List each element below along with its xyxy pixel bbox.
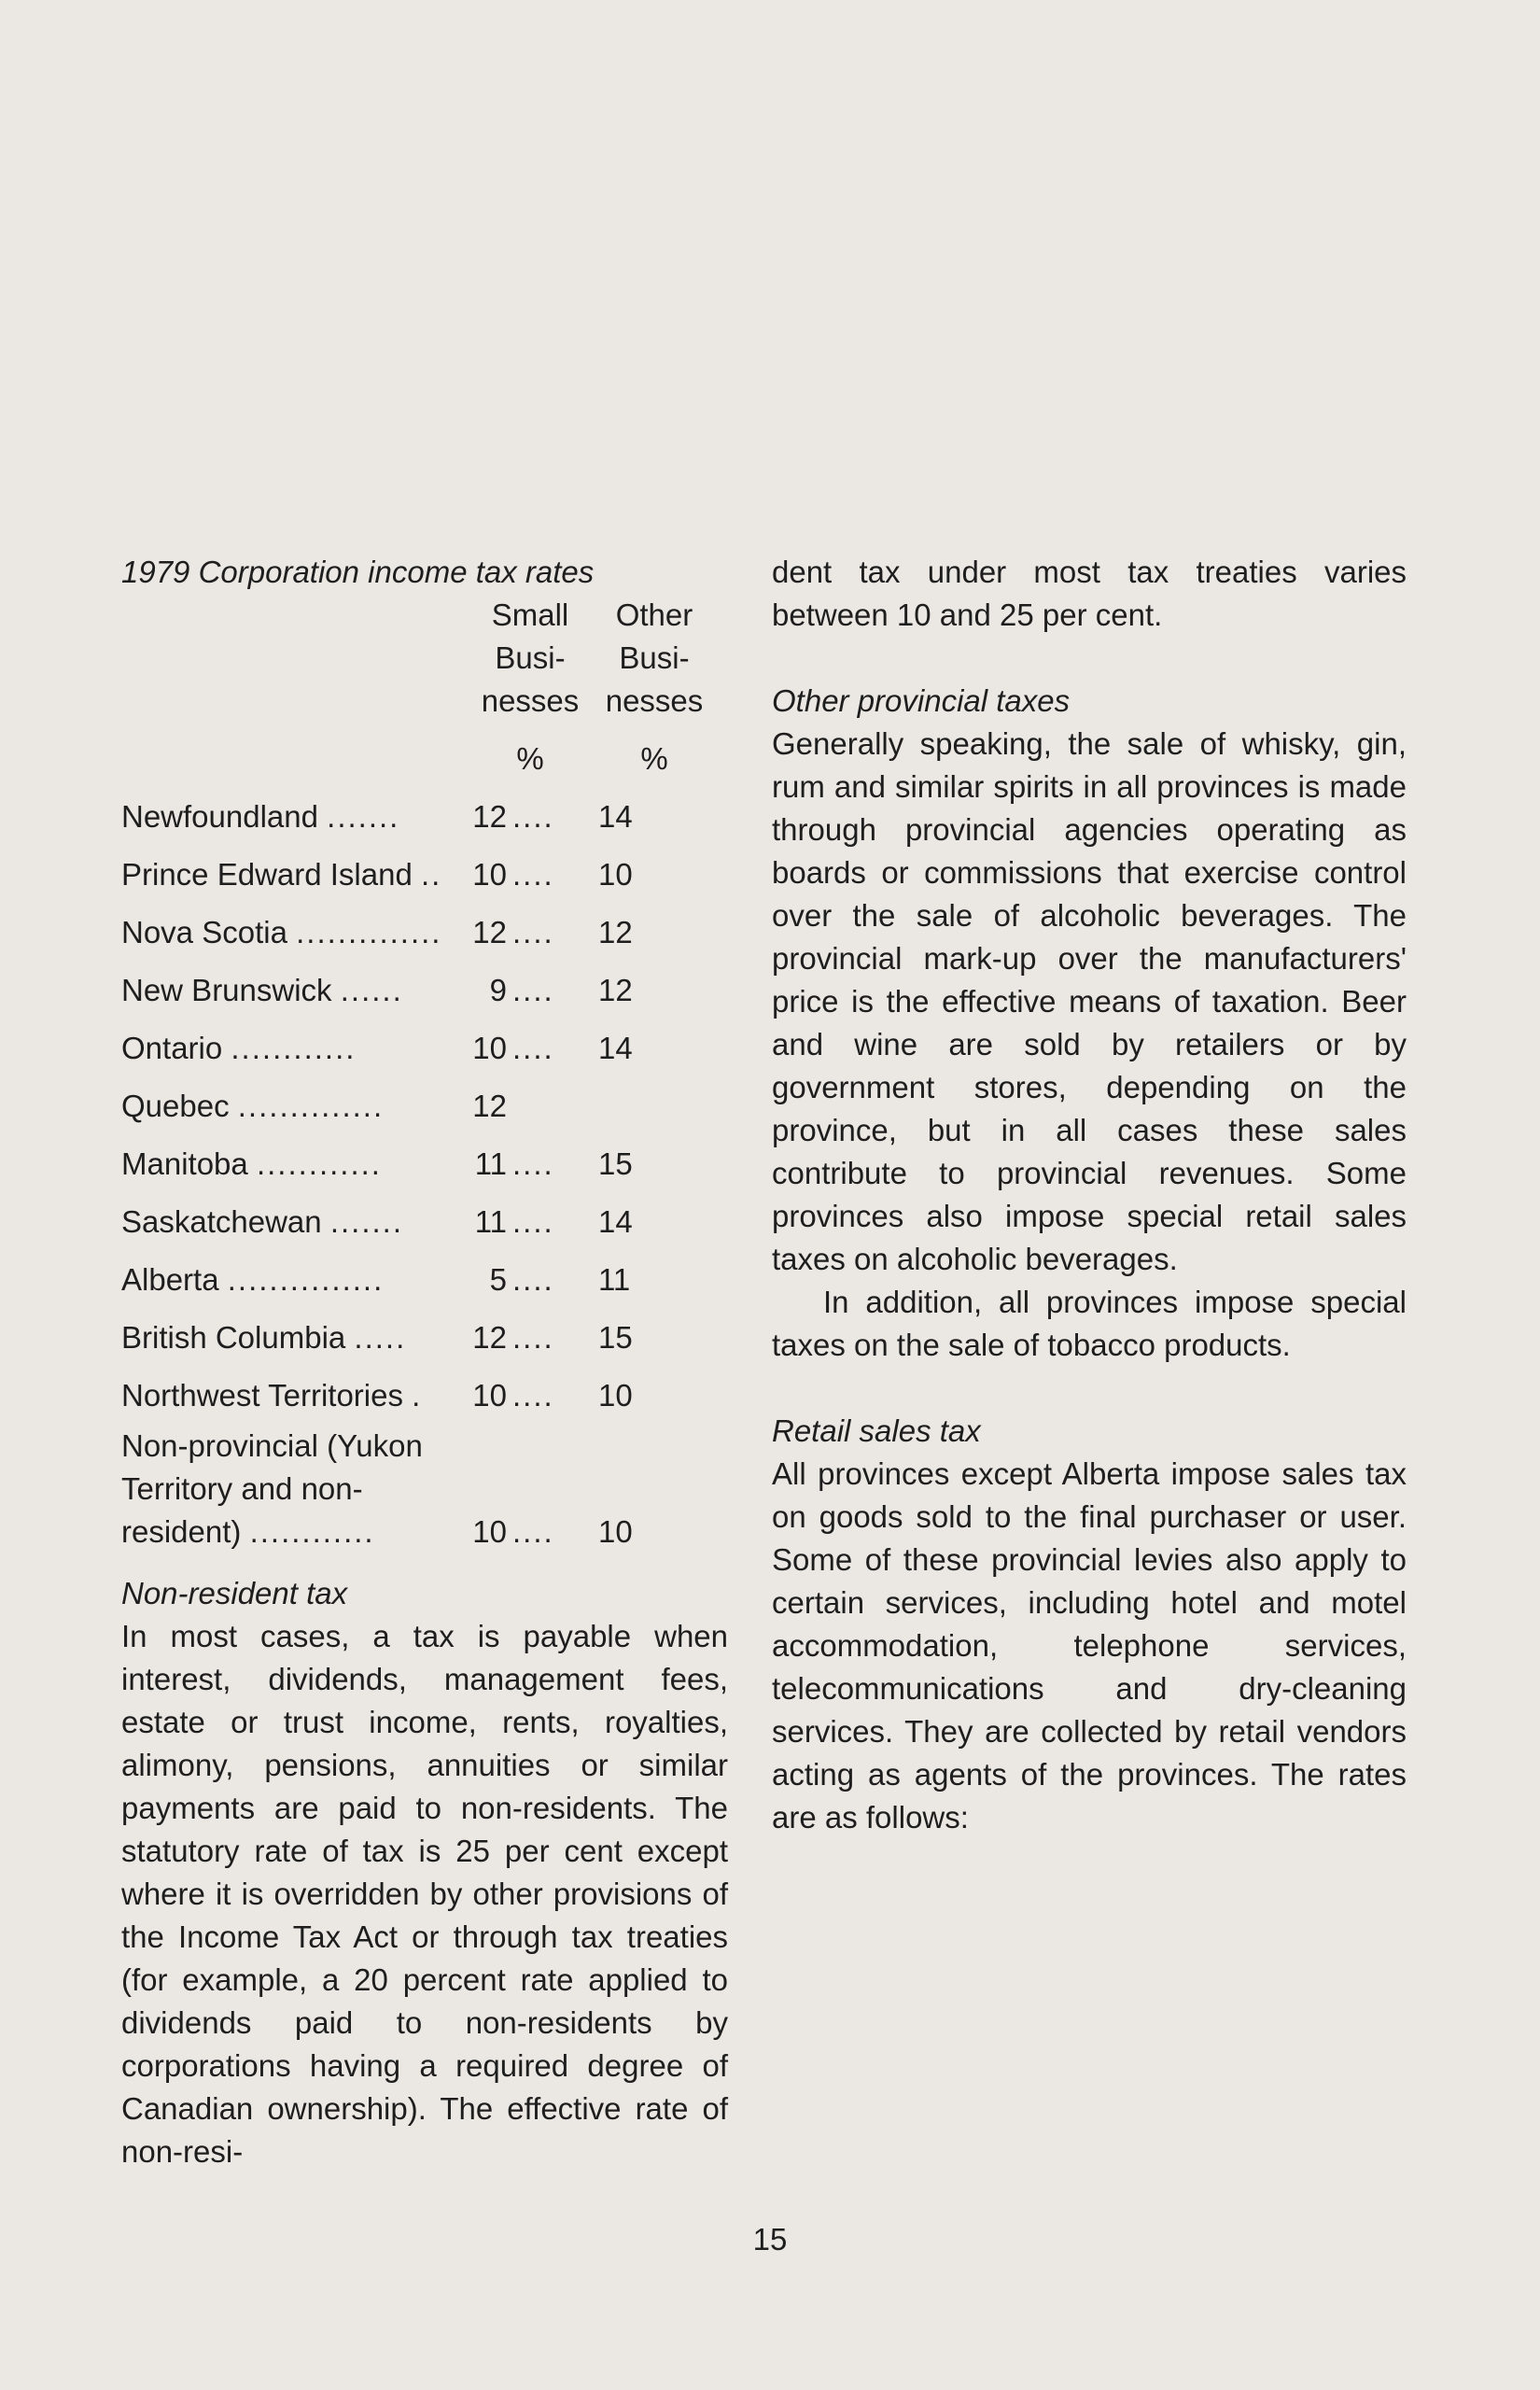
province-name: Manitoba ............: [121, 1146, 382, 1181]
other-rate: 14: [598, 1204, 633, 1239]
table-row: [121, 1012, 710, 1070]
row-dots: [507, 1070, 598, 1128]
small-rate: 11: [474, 1204, 507, 1239]
row-dots: ....: [512, 1204, 554, 1239]
other-taxes-p1: Generally speaking, the sale of whisky, gin, rum and similar spirits in all provinces is made through provincial agencies operating as boards or commissions that exercise control over the sale of alcoholic beverages. The provincial mark-up over the manufacturers' price is the effective means of taxation. Beer and wine are sold by retailers or by government stores, depending on the province, but in all cases these sales contribute to provincial revenues. Some provinces also impose special retail sales taxes on alcoholic beverages.: [772, 726, 1407, 1276]
small-rate: 12: [472, 915, 507, 949]
small-rate: 12: [472, 1089, 507, 1123]
row-dots: ....: [512, 799, 554, 834]
other-rate: 14: [598, 1031, 633, 1065]
table-row: [121, 1128, 710, 1186]
table-row: [121, 1359, 710, 1417]
table-row-nonprovincial: [121, 1417, 710, 1554]
province-name: New Brunswick ......: [121, 973, 403, 1007]
header-small-3: nesses: [481, 683, 580, 718]
other-rate: 10: [598, 857, 633, 892]
table-header-row: [121, 594, 710, 780]
other-rate: 15: [598, 1320, 633, 1355]
table-row: [121, 838, 710, 896]
small-rate: 11: [474, 1146, 507, 1181]
small-rate: 10: [472, 1031, 507, 1065]
small-rate: 12: [472, 1320, 507, 1355]
continued-text: dent tax under most tax treaties varies between 10 and 25 per cent.: [772, 555, 1407, 632]
province-name: Northwest Territories .: [121, 1378, 423, 1413]
other-rate: 10: [598, 1514, 633, 1549]
row-dots: ....: [512, 857, 554, 892]
other-rate: [598, 1070, 654, 1128]
header-small: [462, 594, 598, 780]
table-row: [121, 780, 710, 838]
row-dots: ....: [512, 1378, 554, 1413]
province-name: Alberta ...............: [121, 1262, 385, 1297]
province-name: Prince Edward Island ..: [121, 857, 442, 892]
province-name: Ontario ............: [121, 1031, 357, 1065]
retail-p1: All provinces except Alberta impose sales tax on goods sold to the final purchaser or user. Some of these provincial levies also apply to certain services, including hotel and motel accommodation, telephone services, telecommunications and dry-cleaning services. They are collected by retail vendors acting as agents of the provinces. The rates are as follows:: [772, 1456, 1407, 1835]
row-dots: ....: [512, 1514, 554, 1549]
row-dots: ....: [512, 1146, 554, 1181]
page-number: 15: [752, 2222, 788, 2256]
table-row: [121, 1186, 710, 1244]
small-rate: 12: [472, 799, 507, 834]
province-name: Newfoundland .......: [121, 799, 400, 834]
header-small-1: Small: [491, 598, 569, 632]
right-column: [772, 551, 1407, 1839]
province-name: British Columbia .....: [121, 1320, 407, 1355]
header-other-4: %: [640, 741, 668, 776]
province-name: Non-provincial (Yukon Territory and non- resident) ............: [121, 1428, 423, 1549]
table-title: 1979 Corporation income tax rates: [121, 555, 595, 589]
other-rate: 15: [598, 1146, 633, 1181]
small-rate: 10: [472, 1514, 507, 1549]
small-rate: 5: [489, 1262, 507, 1297]
table-row: [121, 954, 710, 1012]
other-rate: 11: [598, 1262, 631, 1297]
header-other: [598, 594, 710, 780]
header-small-2: Busi-: [495, 640, 566, 675]
other-rate: 12: [598, 973, 633, 1007]
province-name: Saskatchewan .......: [121, 1204, 403, 1239]
table-row: [121, 896, 710, 954]
table-row: [121, 1301, 710, 1359]
nonresident-text: In most cases, a tax is payable when interest, dividends, management fees, estate or trust income, rents, royalties, alimony, pensions, annuities or similar payments are paid to non-residents. The statutory rate of tax is 25 per cent except where it is overridden by other provisions of the Income Tax Act or through tax treaties (for example, a 20 percent rate applied to dividends paid to non-residents by corporations having a required degree of Canadian ownership). The effective rate of non-resi-: [121, 1619, 728, 2169]
row-dots: ....: [512, 915, 554, 949]
other-taxes-heading: Other provincial taxes: [772, 683, 1071, 718]
small-rate: 10: [472, 1378, 507, 1413]
retail-heading: Retail sales tax: [772, 1413, 981, 1448]
table-row: [121, 1244, 710, 1301]
header-other-1: Other: [615, 598, 693, 632]
province-name: Quebec ..............: [121, 1089, 385, 1123]
small-rate: 9: [489, 973, 507, 1007]
left-column: [121, 551, 728, 2173]
other-rate: 12: [598, 915, 633, 949]
table-row: [121, 1070, 710, 1128]
header-other-3: nesses: [605, 683, 704, 718]
other-rate: 10: [598, 1378, 633, 1413]
header-small-4: %: [516, 741, 544, 776]
province-name: Nova Scotia ..............: [121, 915, 442, 949]
row-dots: ....: [512, 1262, 554, 1297]
row-dots: ....: [512, 973, 554, 1007]
other-rate: 14: [598, 799, 633, 834]
small-rate: 10: [472, 857, 507, 892]
nonresident-heading: Non-resident tax: [121, 1576, 348, 1610]
row-dots: ....: [512, 1320, 554, 1355]
header-other-2: Busi-: [619, 640, 690, 675]
other-taxes-p2: In addition, all provinces impose special taxes on the sale of tobacco products.: [772, 1285, 1407, 1362]
tax-rates-table: [121, 594, 710, 1554]
row-dots: ....: [512, 1031, 554, 1065]
